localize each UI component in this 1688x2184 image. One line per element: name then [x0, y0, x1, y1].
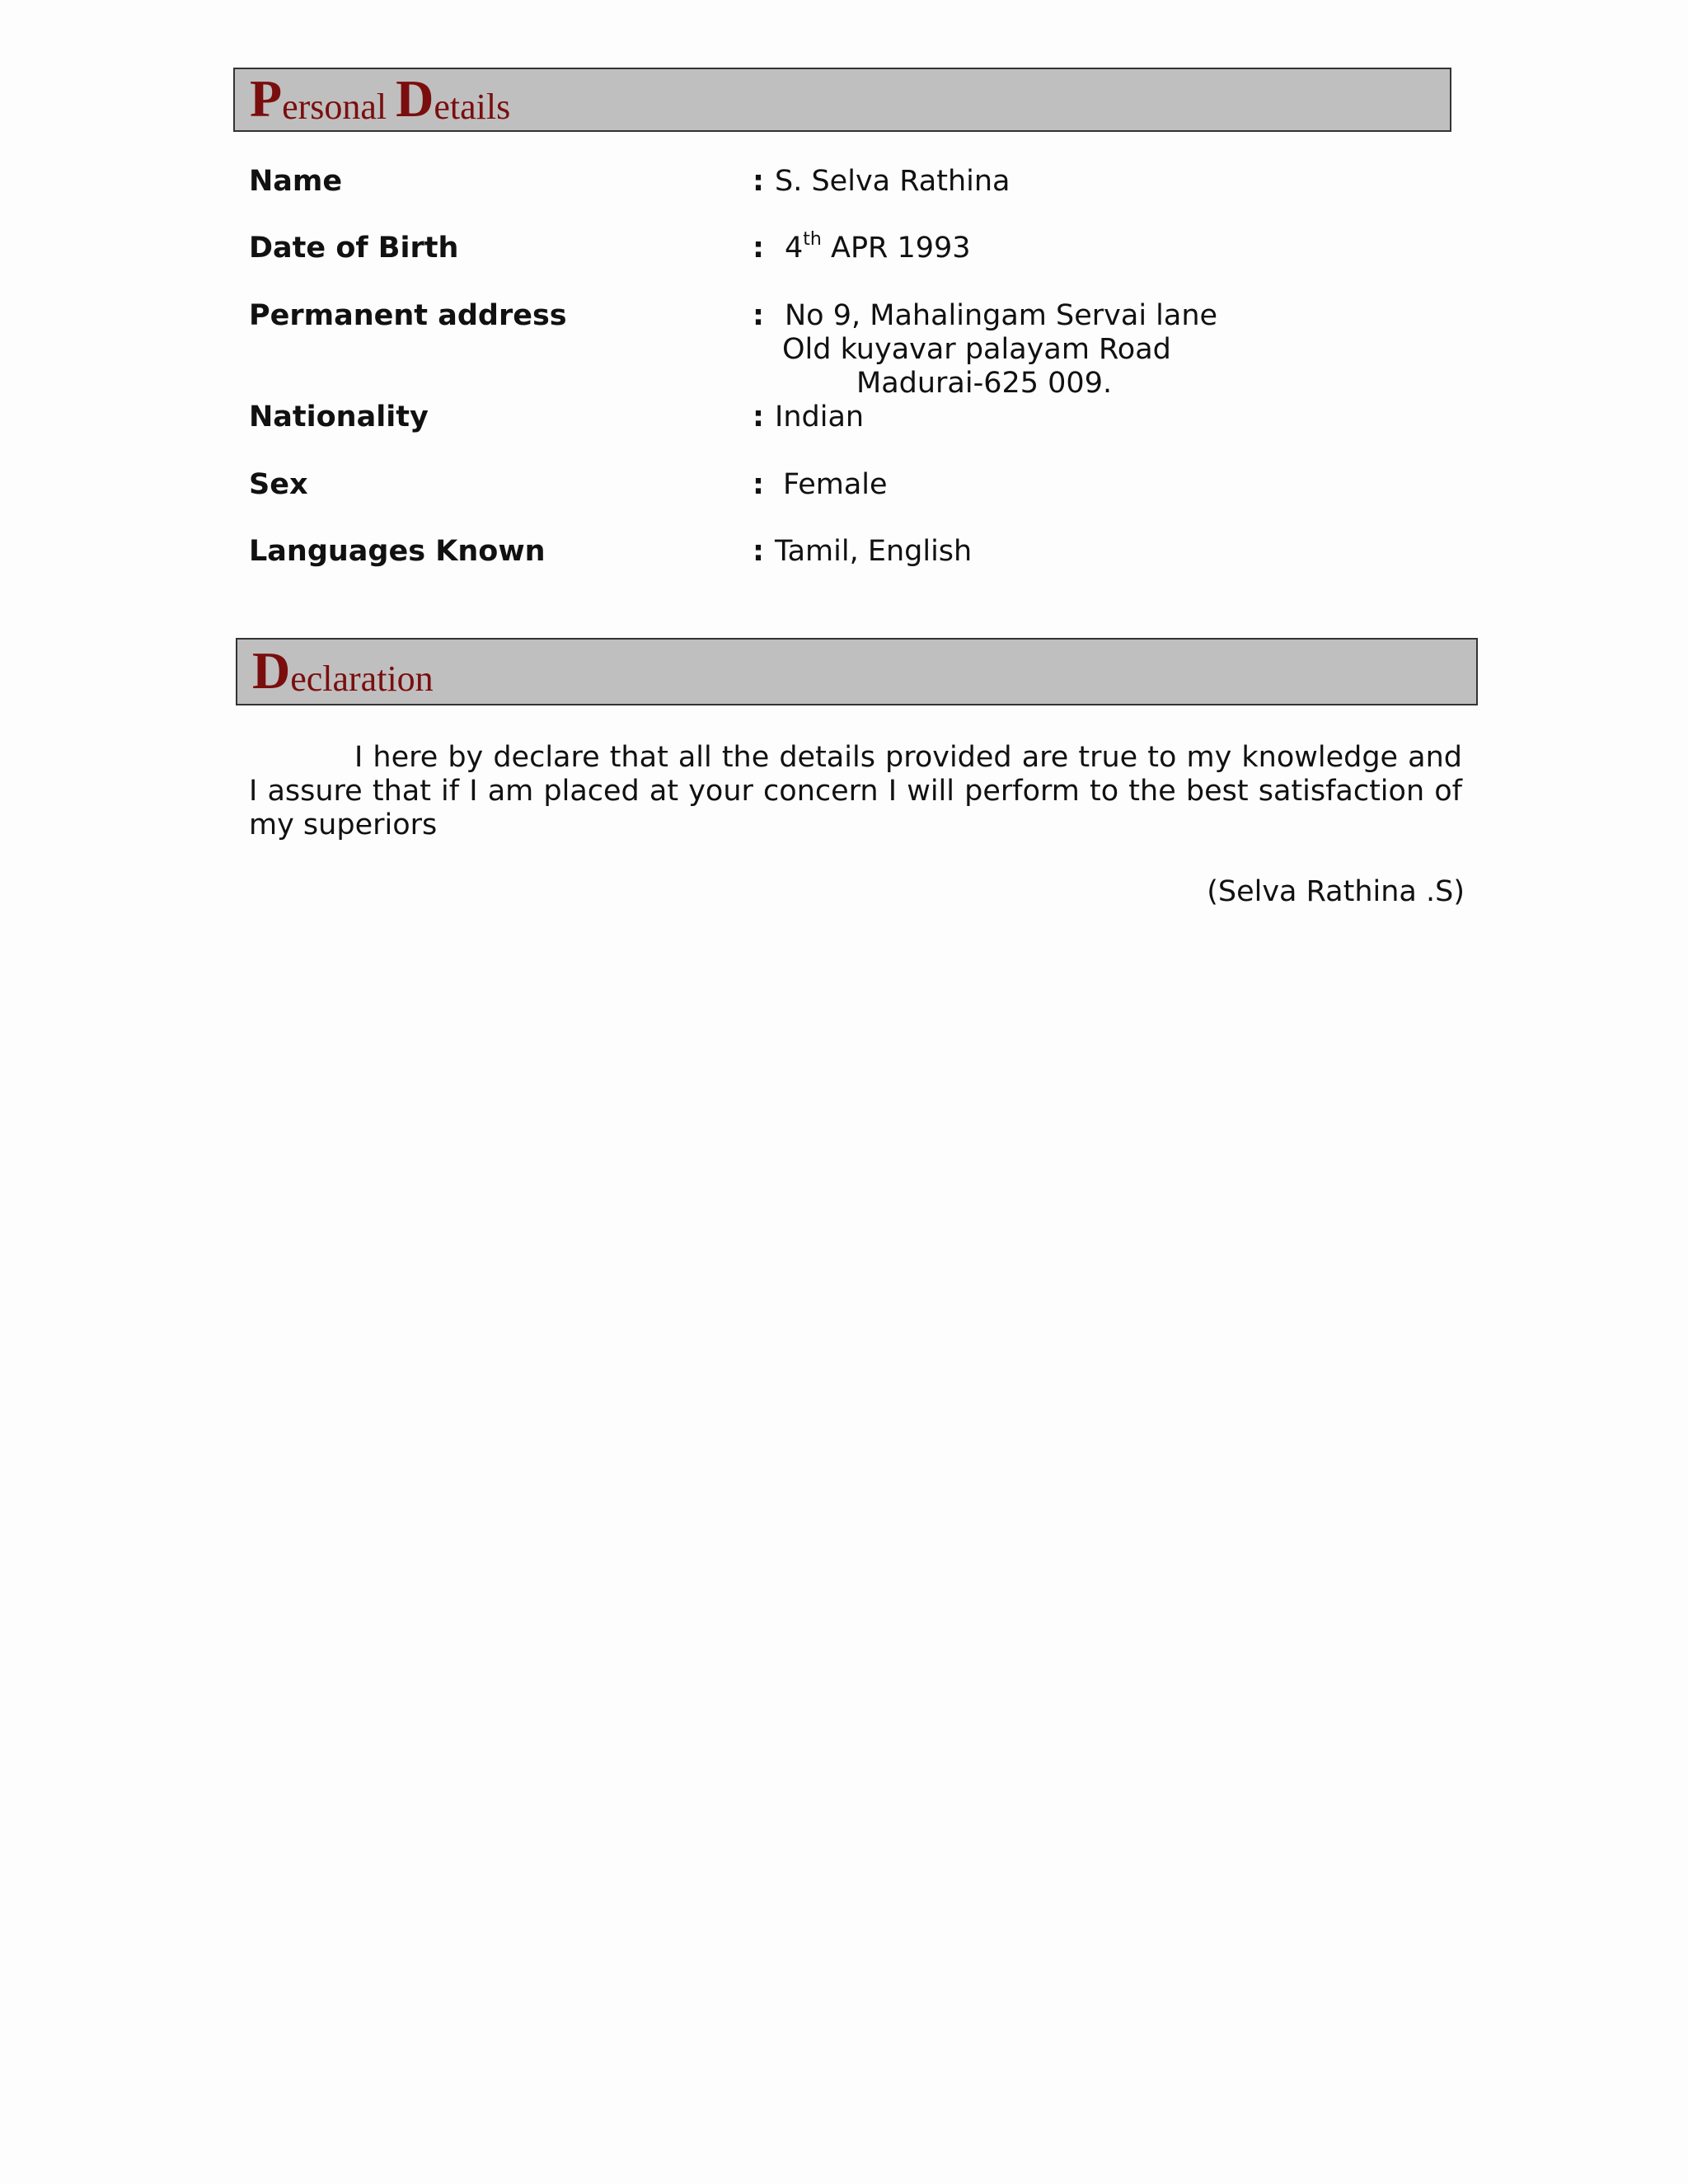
field-dob-value	[785, 229, 971, 265]
field-separator: :	[753, 535, 764, 568]
address-line-1: No 9, Mahalingam Servai lane	[785, 299, 1218, 332]
field-languages-label: Languages Known	[249, 535, 546, 568]
address-line-3: Madurai-625 009.	[856, 367, 1113, 400]
field-separator: :	[753, 468, 764, 501]
field-dob-label: Date of Birth	[249, 232, 459, 265]
declaration-header	[236, 638, 1478, 705]
field-sex-value: Female	[783, 468, 888, 501]
field-sex-label: Sex	[249, 468, 308, 501]
dob-day-suffix: th	[803, 229, 822, 251]
field-name-value: S. Selva Rathina	[775, 165, 1010, 198]
header-text-eclaration: eclaration	[290, 658, 434, 699]
header-text-ersonal: ersonal	[282, 87, 396, 127]
field-separator: :	[753, 299, 764, 332]
field-nationality-value: Indian	[775, 401, 865, 434]
address-line-2: Old kuyavar palayam Road	[782, 333, 1171, 366]
declaration-text: I here by declare that all the details provided are true to my knowledge and I assure that if I am placed at your concern I will perform to the best satisfaction of my superiors	[249, 741, 1462, 841]
header-initial-p: P	[250, 69, 283, 128]
field-languages-value: Tamil, English	[775, 535, 973, 568]
field-address-label: Permanent address	[249, 299, 567, 332]
field-name-label: Name	[249, 165, 343, 198]
signature: (Selva Rathina .S)	[1207, 875, 1465, 908]
header-initial-d: D	[396, 69, 434, 128]
field-separator: :	[753, 232, 764, 265]
dob-month-year: APR 1993	[831, 232, 971, 265]
field-separator: :	[753, 401, 764, 434]
personal-details-header	[233, 68, 1451, 132]
field-separator: :	[753, 165, 764, 198]
header-initial-d: D	[252, 641, 291, 700]
header-text-etails: etails	[434, 87, 511, 127]
dob-day: 4	[785, 232, 804, 265]
field-nationality-label: Nationality	[249, 401, 429, 434]
